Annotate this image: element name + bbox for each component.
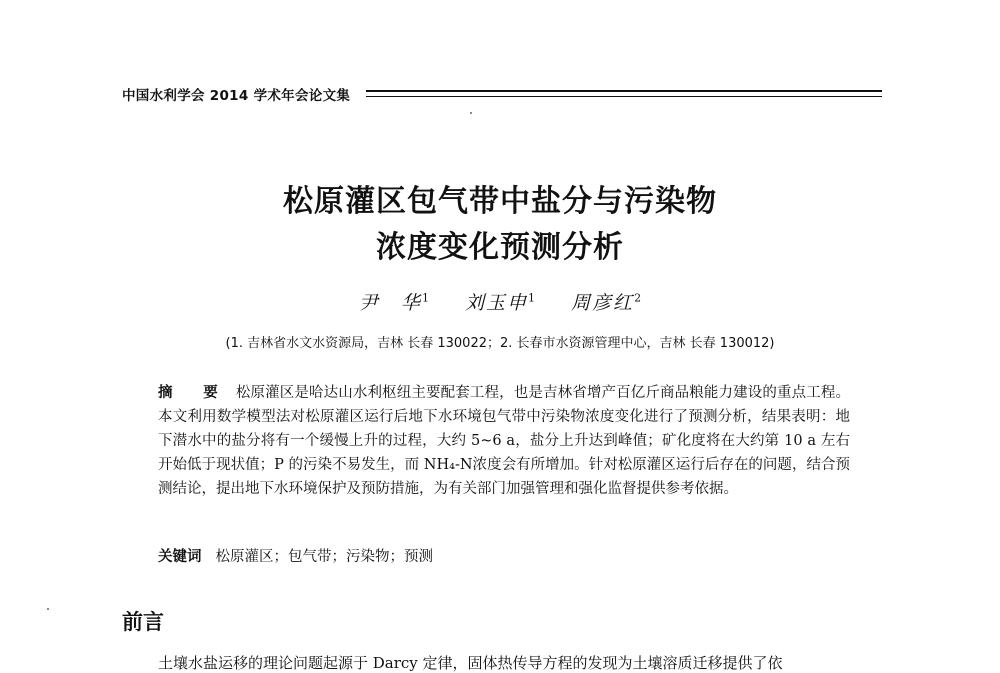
keywords: [158, 545, 850, 569]
paper-title-line-1: 松原灌区包气带中盐分与污染物: [283, 184, 717, 219]
header-rule: [366, 90, 882, 97]
author: [359, 288, 429, 315]
paper-title-line-2: 浓度变化预测分析: [376, 230, 624, 265]
author-affiliation-mark: 2: [634, 291, 642, 305]
author-name: 尹 华: [358, 292, 422, 314]
keywords-text: 松原灌区；包气带；污染物；预测: [215, 549, 433, 565]
abstract: [158, 381, 850, 501]
section-heading: 前言: [122, 610, 164, 634]
author-affiliation-mark: 1: [528, 291, 535, 305]
scan-speck: [47, 608, 49, 610]
author: [571, 288, 641, 315]
author-affiliation-mark: 1: [421, 291, 429, 305]
author-name: 刘玉申: [464, 292, 528, 314]
scan-speck: [470, 112, 472, 114]
body-text: 土壤水盐运移的理论问题起源于 Darcy 定律，固体热传导方程的发现为土壤溶质迁移提供了依: [158, 654, 783, 672]
author-list: [0, 288, 1000, 315]
author: [465, 288, 535, 315]
collection-header: 中国水利学会 2014 学术年会论文集: [122, 88, 351, 104]
abstract-label: 摘 要: [158, 385, 226, 401]
author-name: 周彦红: [571, 292, 635, 314]
keywords-label: 关键词: [158, 549, 202, 565]
abstract-text: 松原灌区是哈达山水利枢纽主要配套工程，也是吉林省增产百亿斤商品粮能力建设的重点工程。本文利用数学模型法对松原灌区运行后地下水环境包气带中污染物浓度变化进行了预测分析，结果表明：地下潜水中的盐分将有一个缓慢上升的过程，大约 5~6 a，盐分上升达到峰值；矿化度将在大约第 10 a 左右开始低于现状值；P 的污染不易发生，而 NH₄-N浓度会有所增加。针对松原灌区运行后存在的问题，结合预测结论，提出地下水环境保护及预防措施，为有关部门加强管理和强化监督提供参考依据。: [158, 385, 850, 497]
affiliations: (1. 吉林省水文水资源局，吉林 长春 130022；2. 长春市水资源管理中心，吉林 长春 130012): [225, 336, 775, 351]
